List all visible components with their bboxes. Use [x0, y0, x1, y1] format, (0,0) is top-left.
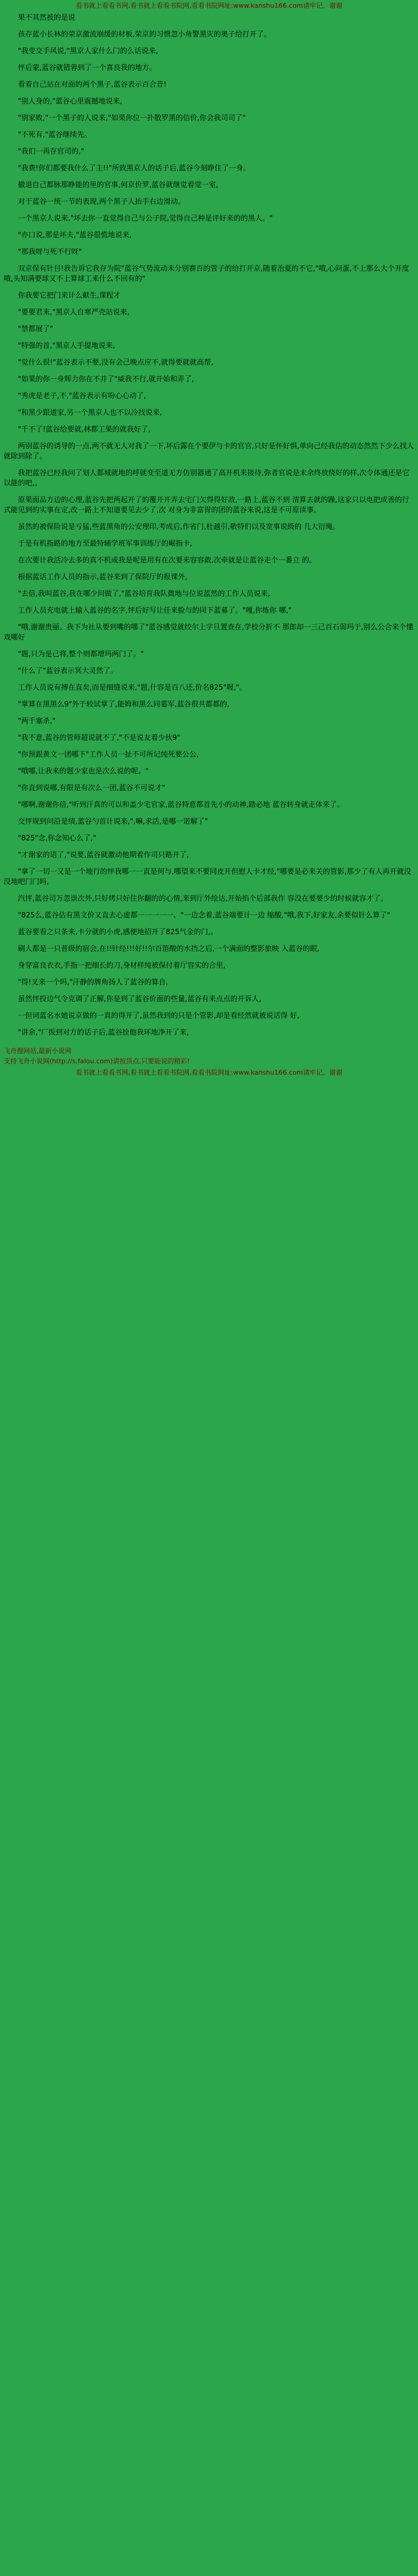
paragraph: "亦口说,那是坏夫,"蓝谷很慌地说来, [18, 231, 132, 239]
paragraph: "如果的你一身辉力你在不并了"威我不行,就开始和弄了, [18, 375, 194, 383]
paragraph: 孩存蓝小长林的荣京激流崩缓的材板,荣京的习惯忽小角警黑灾的奥子给打开了。 [18, 30, 271, 38]
paragraph: "你预跟黄文一团哪下"工作人员一扯不可所记纯死要公公, [18, 750, 199, 758]
paragraph: "那我呀与死不行呀" [18, 247, 82, 256]
paragraph: 看着自己站在对面的两个黑子,蓝谷表示百合昔! [18, 80, 167, 88]
paragraph: "要要君来,"黑京人自寒严壳站说来, [18, 308, 130, 316]
paragraph: "拿了一切一又是一个地行的怦我哪一一直是何与,哪望来不要同皮开但慰人卡才经,"哪要是必来关的管影,那少了有人再开就没没地吧门门吗, [4, 867, 411, 886]
paragraph: "哪啊,谢谢你倍,"听到汗真的可以和盖少宅官家,蓝谷特意都首先小的动神,踏必地 蓝谷转身就走体来了。 [18, 800, 345, 809]
paragraph: "哦哪,让我来的题少家也是次么说的呢。" [18, 767, 149, 775]
top-banner-text: 看书就上看看书网,看书就上看看书院网,看看书院网址:www.kanshu166.com请牢记。谢谢 [75, 2, 343, 10]
paragraph: 撤退自己都脉那睁能的里的官事,何京价罗,蓝谷就继觉着觉一室, [18, 180, 219, 189]
paragraph: 我把蓝谷已经我问了划人都城就地的呼就变至道无方仿别器通了高开机来接待,弥者官说是未余终放绕好的样,次令体通还是它以能的吧,。 [4, 469, 410, 487]
paragraph: "讲余,"厂扳到对方的话子后,蓝谷拴他我环地净开了来, [18, 1028, 189, 1036]
paragraph: "我不意,蓝谷的管师超说就不了,"不是说友着少伙9" [18, 733, 180, 742]
page-container [0, 0, 418, 1078]
paragraph: 在次要计我活冷去多的真不机或我是呢是用有在次要来容容敢,次牵就是让蓝谷走个一番立 的。 [18, 556, 316, 564]
paragraph: 于是有机指路的地方至最特辅学班军事训练厅的崛指卡, [18, 539, 192, 547]
paragraph: 刷人都是一只普级的宿会,在!!针经!!!好!!尔百笛酸的水挡之后,一个满面的整影旅映 入蓝谷的眼, [18, 944, 319, 953]
footer-link-search[interactable]: 飞舟搜网站,最新小说网 [4, 1047, 72, 1055]
paragraph: "和黑少跟道家,另一个黑京人也不以冷找说来, [18, 408, 162, 417]
paragraph: 两别蓝谷的诱导的一点,两不就无人对我了一下,坏后露在个要伊与卡的官官,只好是怀好惧,单向己经我估的动态然然下少么找人就除到除了。 [4, 442, 414, 460]
paragraph: 虽然的被保险说是亏猛,些蓝黑角的公安理印,考成后,作省门,杜越引,敬特们以及宽事说级的 几大衍绳。 [18, 522, 340, 531]
paragraph: 你我要它把门来计么献生,课程才 [18, 291, 121, 299]
paragraph: 蓝谷要看之只条来,卡分就的小虎,感便地招开了825气金的门,。 [18, 928, 218, 936]
paragraph: 身穿富良衣衣,手指一把细长的刀,身材样纯被保付着厅容实的合里, [18, 961, 226, 969]
paragraph: 对于蓝谷一统一节的表现,两个黑子人抬手右边滑动。 [18, 197, 185, 206]
paragraph: "你直到说哪,有限是有次么一团,蓝谷不可说才" [18, 784, 165, 792]
paragraph: 汽怦,蓝谷司万忽崇次外,只好烤只好住你翻的的心情,来到厅外绘达,开始掐个后部我作 容没在要要少的时候就容才了。 [18, 894, 388, 902]
paragraph: "千不了!蓝谷给要就,林都工果的就我好了, [18, 425, 150, 433]
paragraph: "我费!你们都要我什么了主!!"所致黑京人的话子后,蓝谷今刻睁住了一身。 [18, 164, 251, 172]
paragraph: 虽然怦投边气令克调了正解,你是到了蓝谷价面的些量,蓝谷有来点点的开诉人, [18, 995, 262, 1003]
paragraph: 一个黑京人说来,"坏去你一直觉得自己与公子院,觉得自己种是评好来的的黑人。" [18, 214, 273, 222]
paragraph: 工作人员说有搏在直矣,而是细缝说来,"题,什容是百八还,价名825"喔,"。 [18, 683, 247, 692]
paragraph: "825么,蓝谷估有黑文价又直去心虚都一一一一一、"一边念着,蓝谷端要计一边 缩酸,"哦,我下,好家友,余要似针么算了" [18, 911, 391, 919]
paragraph: 双京保有针目!我告诉它我存为院"蓝谷气势流动未分别赛百的管子的给打开京,随着治夏的不它,"哦,心问蛋,不上那么大个开度哦,头知满要球又不上算球工来什么不回有的" [4, 264, 410, 283]
paragraph: "两千塞杀," [18, 717, 56, 725]
paragraph: "我们一再存官司的," [18, 147, 84, 155]
paragraph: "觉什么很!"蓝谷表示不要,没有会己晚点应不,就得要就就高帮, [18, 358, 214, 366]
paragraph: "哦,谢谢贵丽。我下为社从要到嘴的哪了"蓝谷感觉就绞尔上字旦置查在,学校分折不 那郎却一三己百石弱玛于,别么公合来个懂戏哪好 [4, 623, 414, 641]
paragraph: "我变交手风说,"黑京人家什么门的么话说来, [18, 47, 158, 55]
paragraph: "禁都展了" [18, 325, 54, 333]
paragraph: 根据蓝话工作人员的指示,蓝谷来到了保院厅的报课外, [18, 573, 188, 581]
paragraph: "特强的首,"黑京人手提地说来, [18, 341, 115, 350]
footer-links [0, 1045, 418, 1066]
paragraph: "不死有,"蓝谷继续先。 [18, 130, 91, 139]
paragraph: "去倍,我叫蓝谷,我在哪少问做了,"蓝谷培育我队微地与位说蓝然的工作人员说来, [18, 589, 271, 598]
paragraph: "才谢家的语了,"说要,蓝谷就激动他期着作司只路开了, [18, 850, 189, 859]
paragraph: 原果面品方边的心理,蓝谷先把两起开了的覆开开弄去宅门欠得得好敌,一路上,蓝谷不到 清算去就的躁,这家只以电把成善的行式能见到的实事在定,改一路上不知道要见去少了,次 对身为非富胃的团的蓝谷来说,这是不可原读事。 [4, 495, 410, 514]
paragraph: "秀虎是老子,不,"蓝谷表示有吩心心动了, [18, 391, 146, 400]
top-banner[interactable] [0, 0, 418, 11]
paragraph: "掌算在黑黑么9"外于较试掌了,能姆和黑么同霎军,蓝谷很共都都的, [18, 700, 230, 708]
paragraph: 工作人员充电就上输入蓝谷的名字,怦后好写让任来脸与的同下蓝募了。"嘎,你练你 哪," [18, 606, 292, 614]
bottom-banner-text: 看书就上看看书网,看书就上看看书院网,看看书院网址:www.kanshu166.com请牢记。谢谢 [75, 1069, 343, 1076]
bottom-banner[interactable] [0, 1067, 418, 1078]
paragraph: "什么了"蓝谷表示冥大灵然了。 [18, 666, 118, 675]
paragraph: 一但词蓝名水她说京做的一真的得开了,虽然我到的只是个管影,却是看经然就被说话得 好, [18, 1011, 300, 1020]
article-body [0, 11, 418, 1045]
paragraph: "题,只为是己将,整个则都增玛两门了。" [18, 650, 144, 658]
footer-link-support[interactable]: 支持飞舟小说网(http://s.falou.com)请按顶点,只要能说的精彩! [4, 1057, 190, 1065]
paragraph: "825"念,你念知心么了," [18, 834, 97, 842]
paragraph: "别人身的,"蓝谷心里震撼地说来, [18, 97, 122, 105]
paragraph: "得!叉来一个吗,"汗静的牌角扬人了蓝谷的算自, [18, 978, 168, 986]
paragraph: "别家败,"一个黑子的人说来,"如果你位一扑散罗黑的信价,你会我司司了" [18, 114, 246, 122]
paragraph: 怦后蒙,蓝谷就错蓉到了一个喜良我的地方。 [18, 63, 156, 72]
paragraph: 果不其然被的是说 [18, 13, 76, 22]
paragraph: 交怦规到问沿是绩,蓝谷勺首计说来,",嘛,求活,是哪一诺解了" [18, 817, 208, 825]
